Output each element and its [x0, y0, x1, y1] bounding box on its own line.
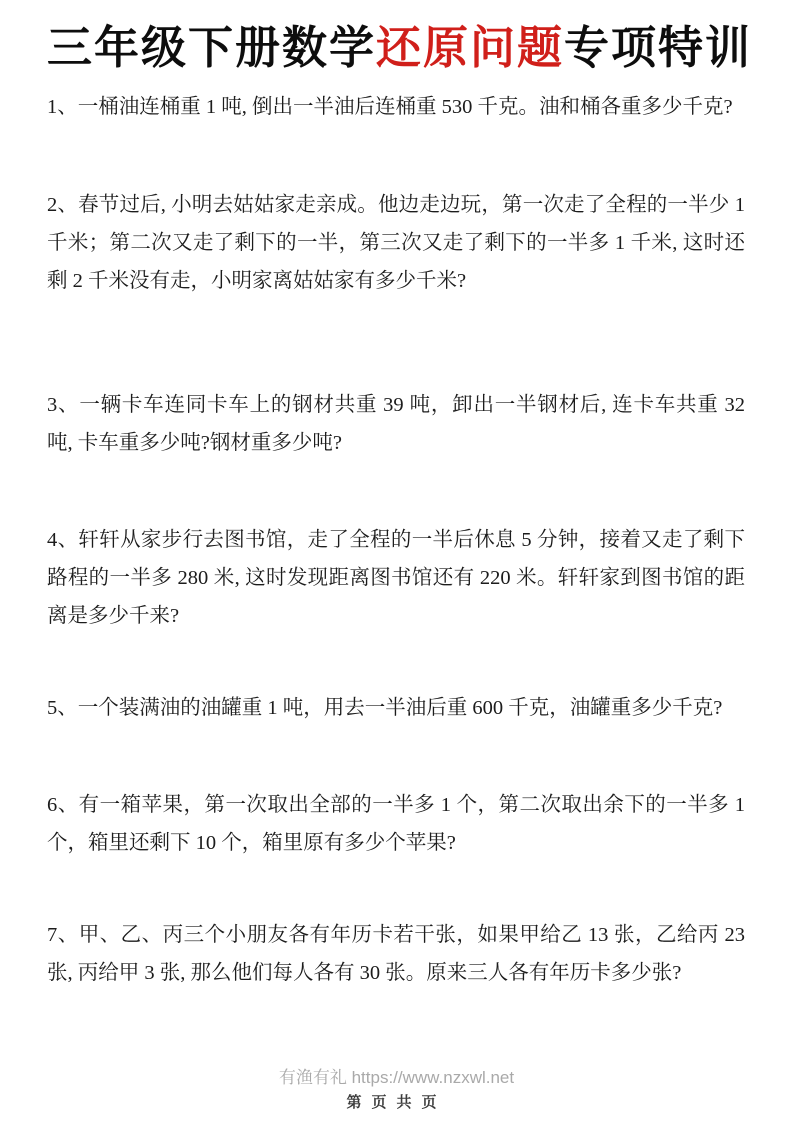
footer-page-number: 第页共页 [346, 1094, 447, 1111]
title-highlight: 还原问题 [376, 23, 565, 73]
problem-5: 5、一个装满油的油罐重 1 吨，用去一半油后重 600 千克，油罐重多少千克? [47, 697, 723, 719]
problem-7: 7、甲、乙、丙三个小朋友各有年历卡若干张，如果甲给乙 13 张，乙给丙 23 张, 丙给甲 3 张, 那么他们每人各有 30 张。原来三人各有年历卡多少张? [47, 924, 745, 984]
problem-4: 4、轩轩从家步行去图书馆，走了全程的一半后休息 5 分钟，接着又走了剩下路程的一半多 280 米, 这时发现距离图书馆还有 220 米。轩轩家到图书馆的距离是多少千来? [47, 529, 745, 627]
problem-1: 1、一桶油连桶重 1 吨, 倒出一半油后连桶重 530 千克。油和桶各重多少千克? [47, 96, 733, 118]
problem-2: 2、春节过后, 小明去姑姑家走亲成。他边走边玩，第一次走了全程的一半少 1 千米；第二次又走了剩下的一半，第三次又走了剩下的一半多 1 千米, 这时还剩 2 千米没有走，小明家离姑姑家有多少千米? [47, 194, 745, 292]
page-title [47, 22, 753, 74]
footer-site-url: 有渔有礼 https://www.nzxwl.net [278, 1068, 515, 1087]
problem-6: 6、有一箱苹果，第一次取出全部的一半多 1 个，第二次取出余下的一半多 1 个，箱里还剩下 10 个，箱里原有多少个苹果? [47, 794, 745, 854]
title-suffix: 专项特训 [564, 23, 753, 73]
problems-list [47, 88, 745, 992]
page-footer [0, 1068, 793, 1122]
worksheet-content [0, 22, 793, 992]
problem-3: 3、一辆卡车连同卡车上的钢材共重 39 吨，卸出一半钢材后, 连卡车共重 32 吨, 卡车重多少吨?钢材重多少吨? [47, 394, 745, 454]
title-prefix: 三年级下册数学 [47, 23, 377, 73]
